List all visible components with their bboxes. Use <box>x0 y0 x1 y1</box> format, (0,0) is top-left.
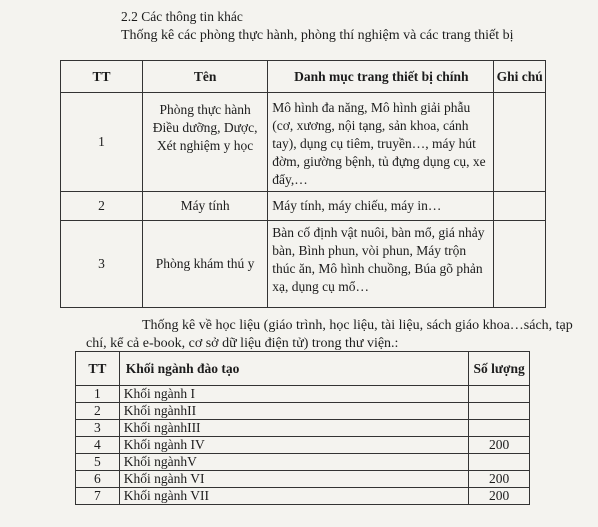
section-title: 2.2 Các thông tin khác <box>121 9 243 24</box>
cell-tt: 4 <box>76 437 120 454</box>
table-row <box>76 454 530 471</box>
cell-group: Khối ngành I <box>119 386 469 403</box>
cell-qty: 200 <box>469 471 530 488</box>
labs-table-header <box>61 61 546 93</box>
header-qty: Số lượng <box>469 352 530 386</box>
cell-equipment: Mô hình đa năng, Mô hình giải phẫu (cơ, xương, nội tạng, sản khoa, cánh tay), dụng cụ tiêm, truyền…, máy hút đờm, giường bệnh, tủ đựng dụng cụ, xe đẩy,… <box>268 93 494 192</box>
cell-group: Khối ngành VI <box>119 471 469 488</box>
cell-tt: 1 <box>76 386 120 403</box>
cell-name: Máy tính <box>143 192 268 221</box>
header-name: Tên <box>143 61 268 93</box>
cell-tt: 3 <box>76 420 120 437</box>
cell-group: Khối ngành IV <box>119 437 469 454</box>
table-row <box>61 192 546 221</box>
cell-equipment: Máy tính, máy chiếu, máy in… <box>268 192 494 221</box>
table-row <box>76 488 530 505</box>
cell-qty: 200 <box>469 437 530 454</box>
cell-qty <box>469 403 530 420</box>
header-equipment: Danh mục trang thiết bị chính <box>268 61 494 93</box>
header-group: Khối ngành đào tạo <box>119 352 469 386</box>
cell-group: Khối ngành VII <box>119 488 469 505</box>
header-note: Ghi chú <box>494 61 546 93</box>
table-row <box>76 471 530 488</box>
materials-table <box>75 351 530 505</box>
cell-tt: 2 <box>76 403 120 420</box>
table-row <box>76 437 530 454</box>
cell-tt: 7 <box>76 488 120 505</box>
header-tt: TT <box>61 61 143 93</box>
cell-note <box>494 192 546 221</box>
labs-table <box>60 60 546 308</box>
table-row <box>76 386 530 403</box>
cell-group: Khối ngànhII <box>119 403 469 420</box>
cell-tt: 2 <box>61 192 143 221</box>
header-tt: TT <box>76 352 120 386</box>
cell-qty: 200 <box>469 488 530 505</box>
cell-name: Phòng thực hành Điều dưỡng, Dược, Xét nghiệm y học <box>143 93 268 192</box>
materials-table-header <box>76 352 530 386</box>
paragraph-line-2: chí, kể cả e-book, cơ sở dữ liệu điện tử) trong thư viện.: <box>86 336 399 351</box>
cell-tt: 6 <box>76 471 120 488</box>
cell-qty <box>469 386 530 403</box>
cell-note <box>494 221 546 308</box>
cell-tt: 5 <box>76 454 120 471</box>
cell-name: Phòng khám thú y <box>143 221 268 308</box>
cell-group: Khối ngànhV <box>119 454 469 471</box>
cell-tt: 3 <box>61 221 143 308</box>
cell-qty <box>469 454 530 471</box>
cell-qty <box>469 420 530 437</box>
section-subtitle: Thống kê các phòng thực hành, phòng thí nghiệm và các trang thiết bị <box>121 28 514 43</box>
table-row <box>61 93 546 192</box>
cell-equipment: Bàn cố định vật nuôi, bàn mổ, giá nhảy bàn, Bình phun, vòi phun, Máy trộn thúc ăn, Mô hình chuồng, Búa gõ phản xạ, dụng cụ mổ… <box>268 221 494 308</box>
table-row <box>76 420 530 437</box>
paragraph-line-1: Thống kê về học liệu (giáo trình, học liệu, tài liệu, sách giáo khoa…sách, tạp <box>142 318 573 333</box>
cell-tt: 1 <box>61 93 143 192</box>
table-row <box>76 403 530 420</box>
cell-group: Khối ngànhIII <box>119 420 469 437</box>
table-row <box>61 221 546 308</box>
cell-note <box>494 93 546 192</box>
